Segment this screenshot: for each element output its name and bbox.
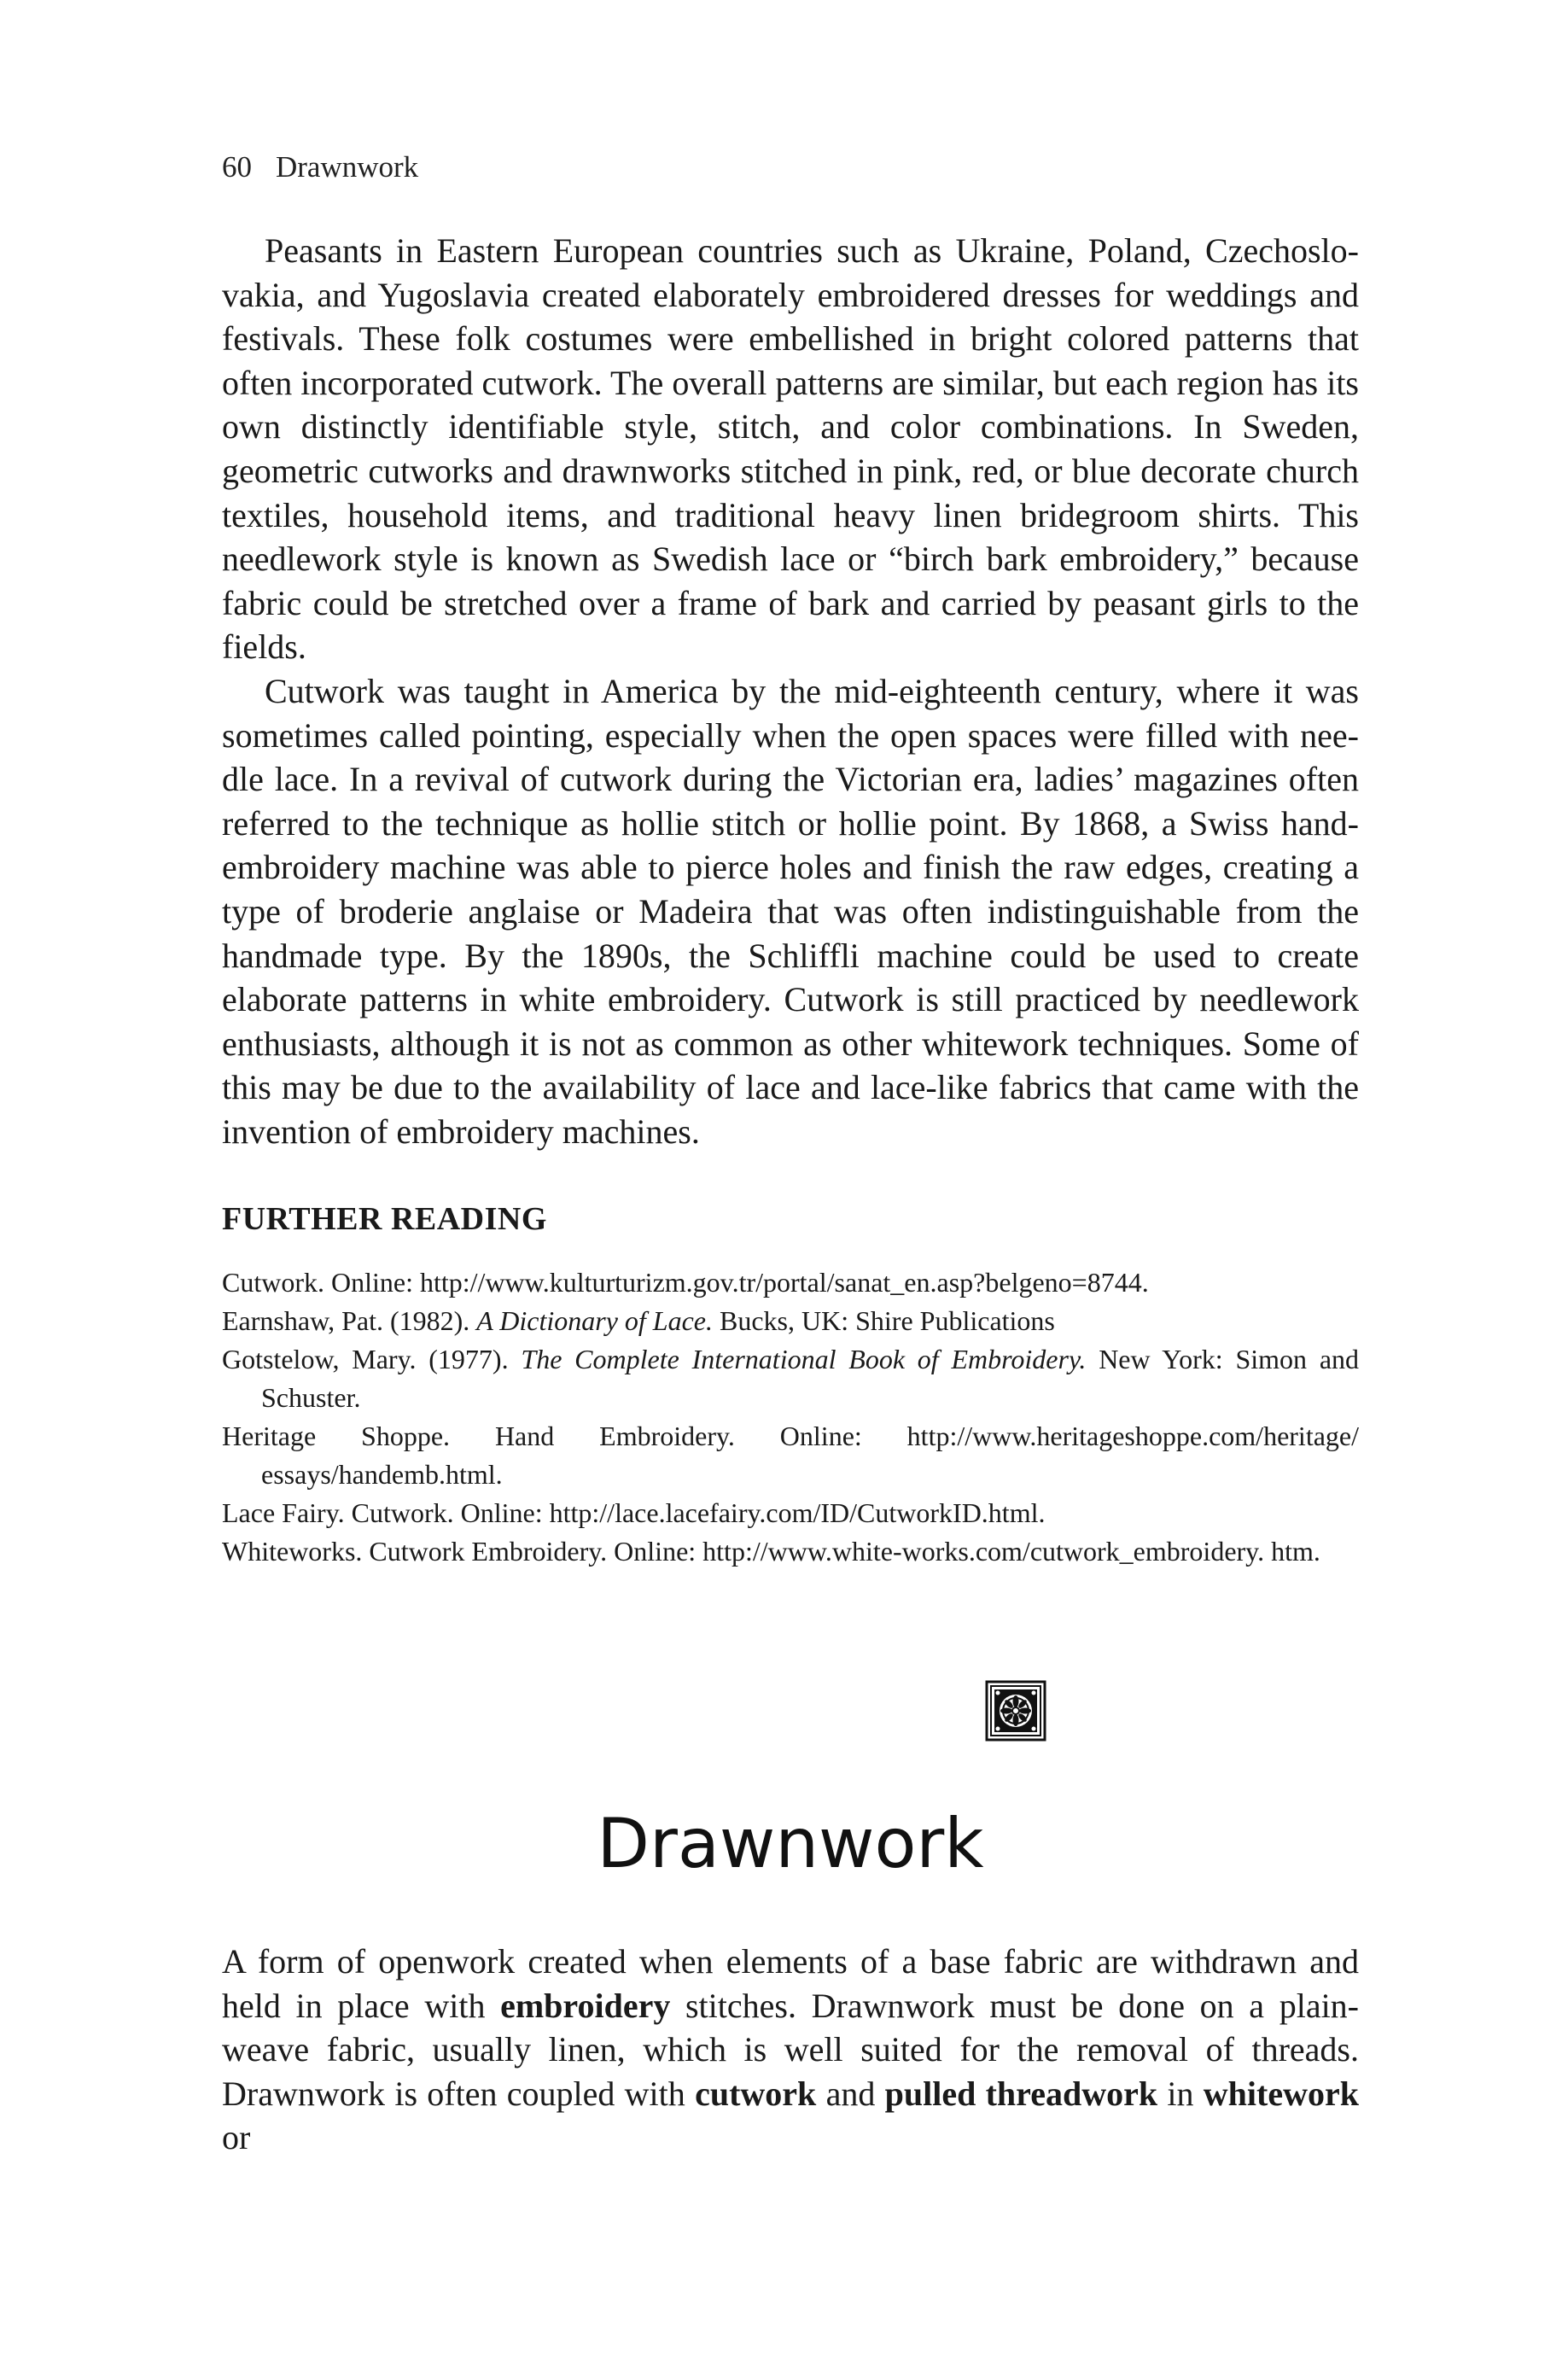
term-embroidery: embroidery bbox=[500, 1986, 671, 2025]
further-reading-list bbox=[222, 1263, 1359, 1571]
reference-item: Whiteworks. Cutwork Embroidery. Online: http://www.white-works.com/cutwork_embroidery. htm. bbox=[222, 1536, 1320, 1567]
cutwork-body bbox=[222, 229, 1359, 1153]
reference-item: Heritage Shoppe. Hand Embroidery. Online: http://www.heritageshoppe.com/heritage/ essays/handemb.html. bbox=[222, 1421, 1359, 1490]
drawnwork-body bbox=[222, 1940, 1359, 2160]
reference-item: Gotstelow, Mary. (1977). The Complete International Book of Embroidery. New York: Simon and Schuster. bbox=[222, 1344, 1360, 1413]
paragraph-2: Cutwork was taught in America by the mid-eighteenth century, where it was sometimes called pointing, especially when the open spaces were filled with needle lace. In a revival of cutwork during the Victorian era, ladies’ magazines often referred to the technique as hollie stitch or hollie point. By 1868, a Swiss hand-embroidery machine was able to pierce holes and finish the raw edges, creating a type of broderie anglaise or Madeira that was often indistinguishable from the handmade type. By the 1890s, the Schliffli machine could be used to create elaborate patterns in white embroidery. Cutwork is still practiced by needlework enthusiasts, although it is not as common as other whitework techniques. Some of this may be due to the availability of lace and lace-like fabrics that came with the invention of embroidery machines. bbox=[222, 671, 1359, 1151]
further-reading-heading: FURTHER READING bbox=[222, 1201, 547, 1237]
reference-item: Earnshaw, Pat. (1982). A Dictionary of Lace. Bucks, UK: Shire Publications bbox=[222, 1305, 1055, 1336]
running-head bbox=[222, 150, 418, 184]
reference-title: The Complete International Book of Embroidery. bbox=[521, 1344, 1087, 1374]
reference-item: Lace Fairy. Cutwork. Online: http://lace.lacefairy.com/ID/CutworkID.html. bbox=[222, 1497, 1046, 1528]
reference-title: A Dictionary of Lace. bbox=[476, 1305, 713, 1336]
entry-paragraph: A form of openwork created when elements of a base fabric are withdrawn and held in place with embroidery stitches. Drawnwork must be done on a plain-weave fabric, usually linen, which is well suited for the removal of threads. Drawnwork is often coupled with cutwork and pulled threadwork in whitework or bbox=[222, 1942, 1359, 2157]
reference-item: Cutwork. Online: http://www.kulturturizm.gov.tr/portal/sanat_en.asp?belgeno=8744. bbox=[222, 1267, 1149, 1298]
ornament-icon bbox=[985, 1680, 1046, 1742]
term-pulled-threadwork: pulled threadwork bbox=[884, 2074, 1158, 2113]
entry-title: Drawnwork bbox=[597, 1804, 984, 1883]
paragraph-1: Peasants in Eastern European countries such as Ukraine, Poland, Czechoslovakia, and Yugoslavia created elaborately embroidered dresses for weddings and festivals. These folk costumes were embellished in bright colored patterns that often incorporated cutwork. The overall patterns are similar, but each region has its own distinctly identifiable style, stitch, and color combinations. In Sweden, geometric cutworks and drawnworks stitched in pink, red, or blue decorate church textiles, household items, and traditional heavy linen bridegroom shirts. This needlework style is known as Swedish lace or “birch bark embroidery,” because fabric could be stretched over a frame of bark and carried by peasant girls to the fields. bbox=[222, 231, 1359, 667]
running-title: Drawnwork bbox=[276, 150, 419, 184]
page-number: 60 bbox=[222, 150, 252, 184]
term-cutwork: cutwork bbox=[695, 2074, 817, 2113]
term-whitework: whitework bbox=[1203, 2074, 1359, 2113]
